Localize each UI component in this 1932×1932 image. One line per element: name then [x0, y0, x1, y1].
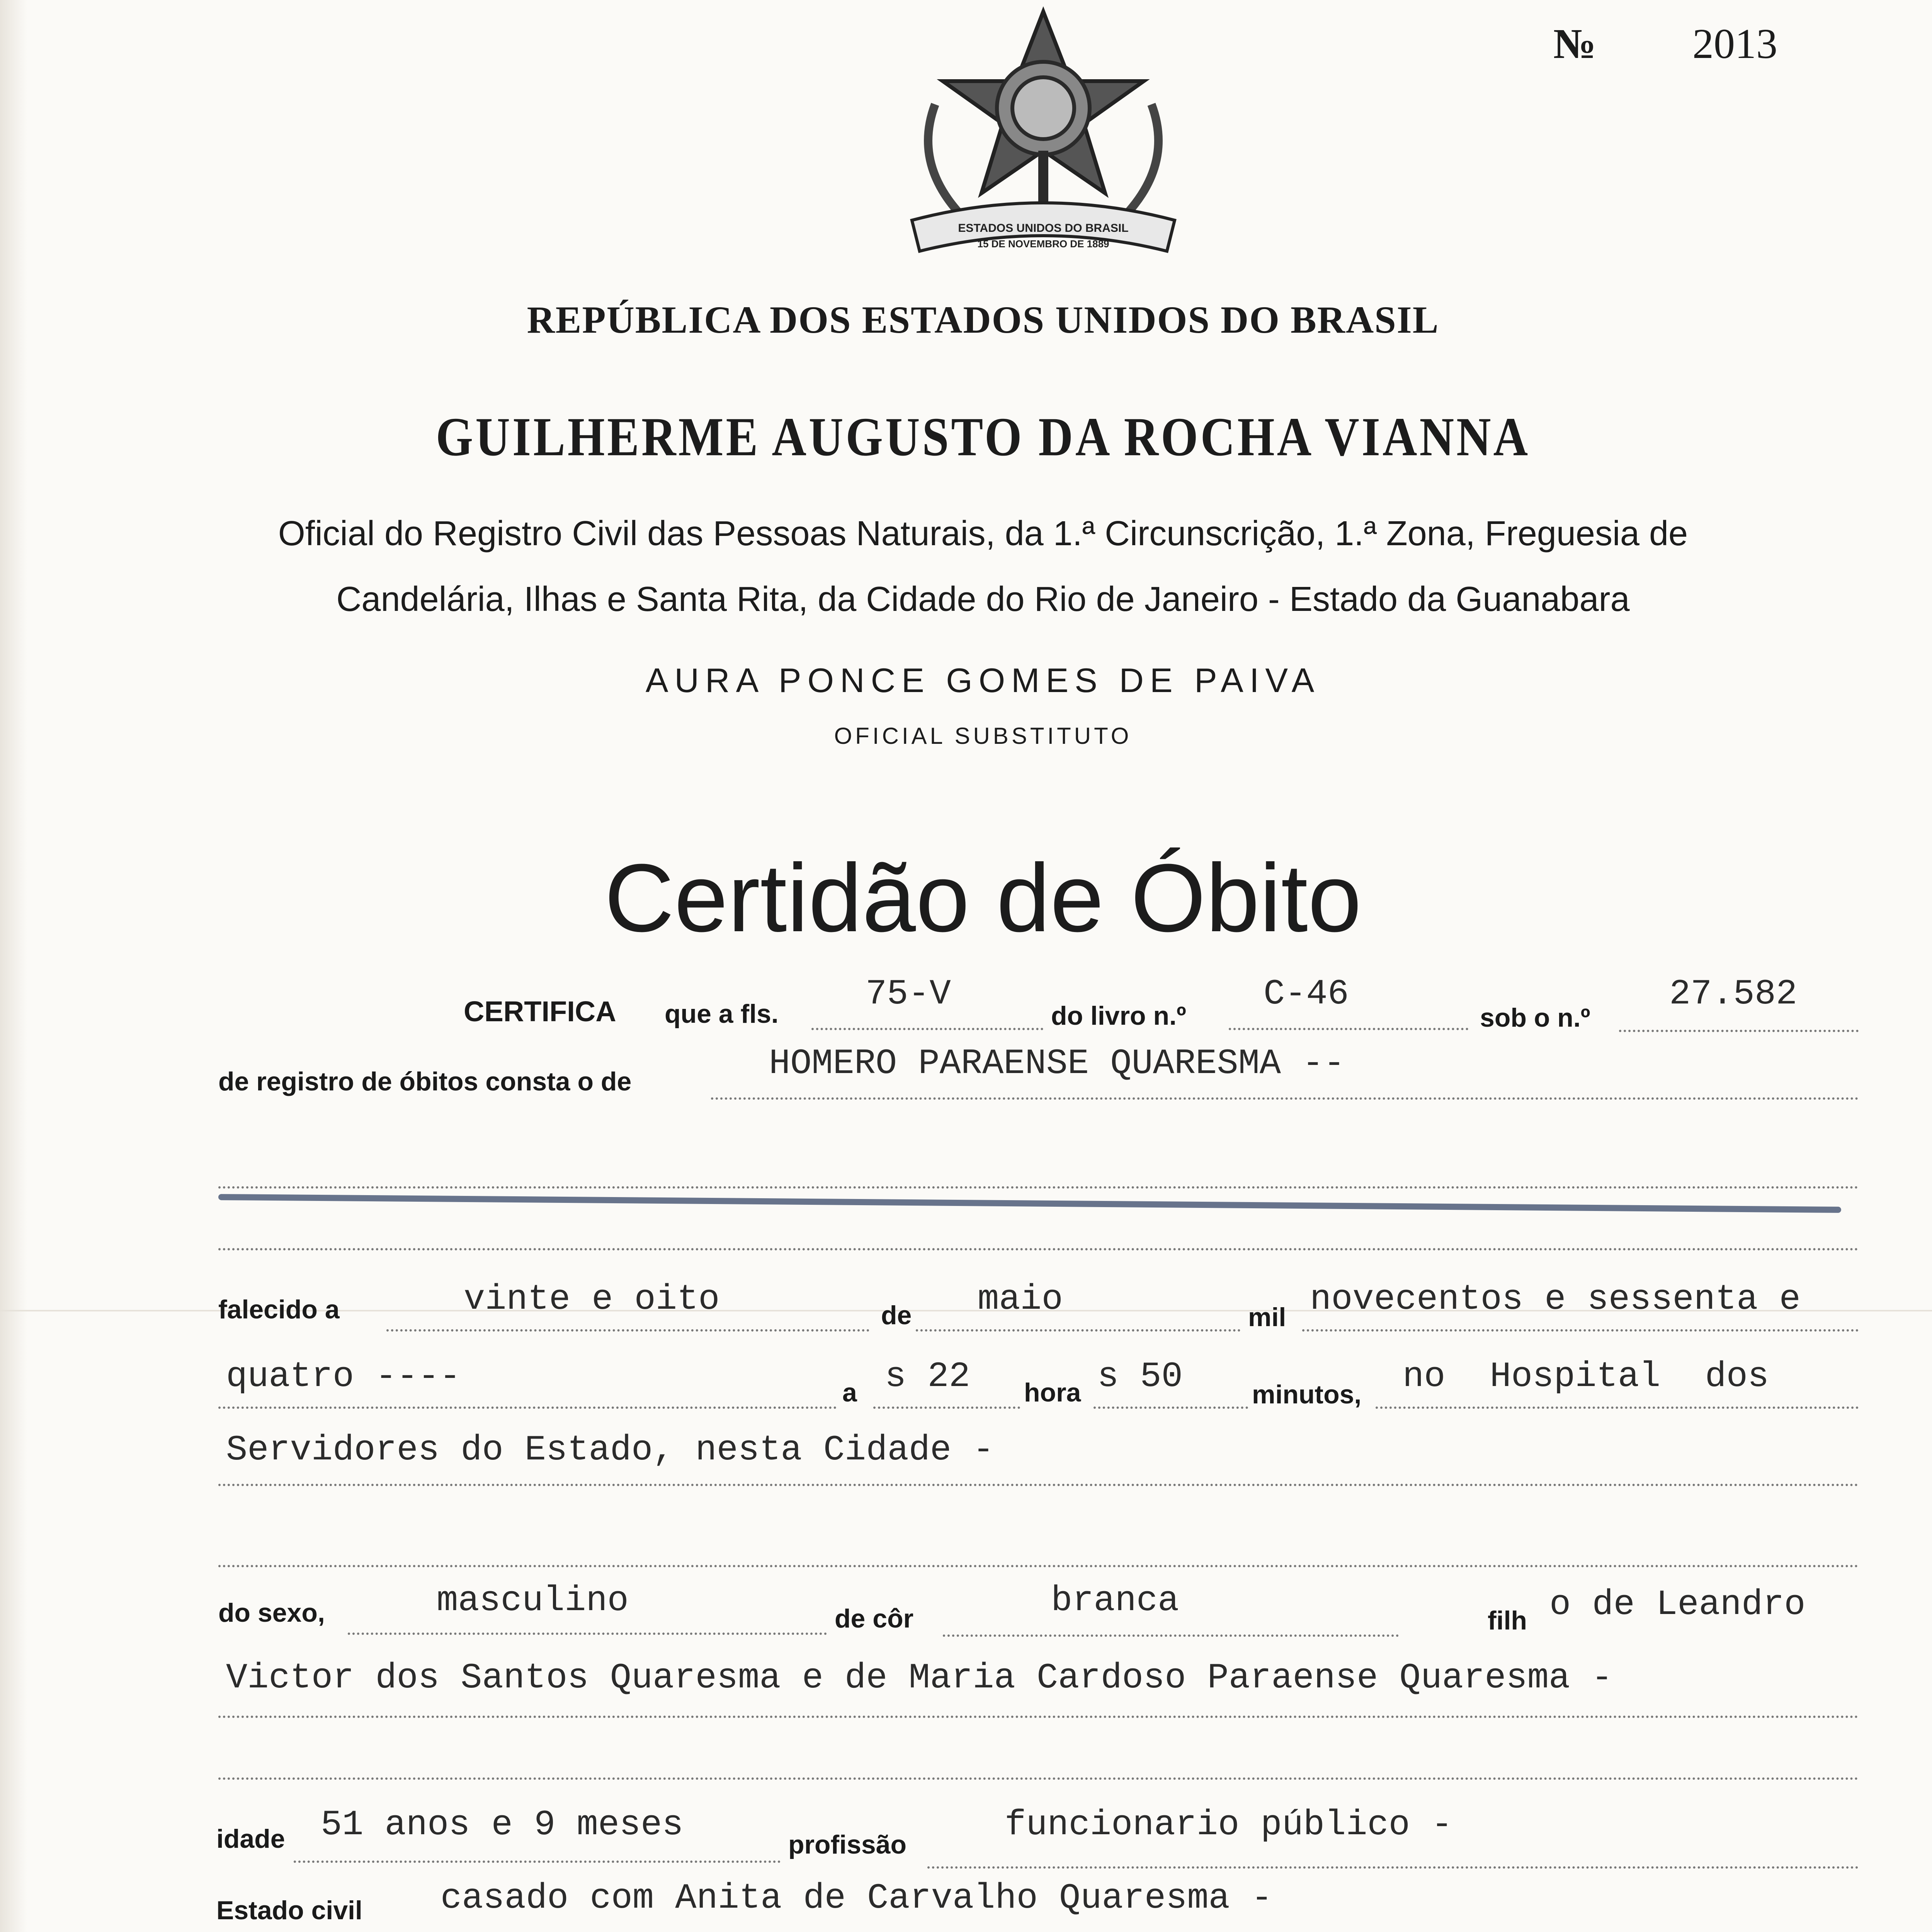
label-estado-civil: Estado civil	[216, 1896, 362, 1925]
value-livro: C-46	[1264, 974, 1349, 1014]
coat-of-arms-seal	[889, 4, 1198, 270]
value-numero: 27.582	[1669, 974, 1798, 1014]
value-filiacao2: Victor dos Santos Quaresma e de Maria Cardoso Paraense Quaresma -	[226, 1658, 1613, 1698]
value-estado-civil: casado com Anita de Carvalho Quaresma -	[440, 1878, 1273, 1918]
substitute-name: AURA PONCE GOMES DE PAIVA	[645, 661, 1321, 699]
value-sexo: masculino	[437, 1580, 629, 1621]
label-profissao: profissão	[788, 1830, 907, 1859]
seal-text-top: ESTADOS UNIDOS DO BRASIL	[958, 222, 1129, 235]
value-filiacao1: o de Leandro	[1549, 1584, 1806, 1625]
label-certifica: CERTIFICA	[464, 995, 616, 1027]
value-local2: Servidores do Estado, nesta Cidade -	[226, 1430, 994, 1470]
label-idade: idade	[216, 1824, 285, 1854]
label-falecido: falecido a	[218, 1295, 340, 1324]
label-a: a	[842, 1378, 857, 1407]
value-nome: HOMERO PARAENSE QUARESMA --	[769, 1043, 1345, 1084]
label-do-livro: do livro n.º	[1051, 1001, 1186, 1031]
pen-strike	[218, 1194, 1841, 1213]
value-minutos: s 50	[1097, 1356, 1183, 1397]
document-title: Certidão de Óbito	[604, 844, 1362, 952]
value-idade: 51 anos e 9 meses	[321, 1804, 684, 1845]
value-cor: branca	[1051, 1580, 1179, 1621]
office-description-line2: Candelária, Ilhas e Santa Rita, da Cidade do Rio de Janeiro - Estado da Guanabara	[336, 580, 1630, 619]
substitute-title: OFICIAL SUBSTITUTO	[834, 723, 1132, 749]
label-mil: mil	[1248, 1303, 1286, 1332]
label-que-a-fls: que a fls.	[665, 999, 779, 1029]
republic-heading: REPÚBLICA DOS ESTADOS UNIDOS DO BRASIL	[527, 298, 1439, 341]
value-ano1: novecentos e sessenta e	[1310, 1279, 1801, 1320]
label-minutos: minutos,	[1252, 1380, 1362, 1409]
label-filho: filh	[1488, 1606, 1527, 1635]
certificate-number-label: №	[1553, 20, 1596, 67]
value-mes: maio	[978, 1279, 1063, 1320]
official-name: GUILHERME AUGUSTO DA ROCHA VIANNA	[435, 406, 1531, 468]
seal-text-bottom: 15 DE NOVEMBRO DE 1889	[977, 238, 1109, 250]
value-fls: 75-V	[866, 974, 951, 1014]
paper-edge	[0, 0, 27, 1932]
value-ano2: quatro ----	[226, 1356, 461, 1397]
label-sexo: do sexo,	[218, 1598, 325, 1628]
value-hora: s 22	[885, 1356, 970, 1397]
label-sob-o: sob o n.º	[1480, 1003, 1590, 1032]
label-de: de	[881, 1301, 912, 1330]
office-description-line1: Oficial do Registro Civil das Pessoas Naturais, da 1.ª Circunscrição, 1.ª Zona, Freguesia de	[278, 514, 1688, 553]
label-hora: hora	[1024, 1378, 1081, 1407]
label-registro: de registro de óbitos consta o de	[218, 1067, 632, 1096]
value-local1: no Hospital dos	[1403, 1356, 1769, 1397]
label-cor: de côr	[835, 1604, 914, 1633]
value-dia: vinte e oito	[464, 1279, 720, 1320]
certificate-number: 2013	[1692, 20, 1777, 67]
value-profissao: funcionario público -	[1005, 1804, 1453, 1845]
